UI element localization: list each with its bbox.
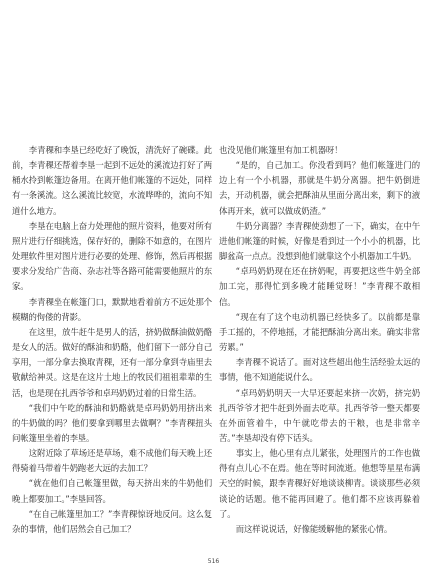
left-text-column xyxy=(12,143,212,537)
paragraph: 这附近除了草场还是草场，难不成他们每天晚上还得骑着马带着牛奶跑老大远的去加工？ xyxy=(12,448,212,474)
page-number: 516 xyxy=(207,558,220,565)
right-text-column xyxy=(219,143,420,537)
paragraph: “卓玛奶奶现在还在挤奶呢，再要把这些牛奶全部加工完，那得忙到多晚才能睡觉呀！”李青稞不敢相信。 xyxy=(219,266,420,307)
paragraph: “现在有了这个电动机器已经快多了。以前都是靠手工摇的，不停地摇，才能把酥油分离出来。确实非常劳累。” xyxy=(219,311,420,353)
paragraph: 在这里，放牛赶牛是男人的活，挤奶做酥油做奶酪是女人的活。做好的酥油和奶酪，他们留下一部分自己享用，一部分拿去换取青稞，还有一部分拿到寺庙里去敬献给神灵。这是在这片土地上的牧民们祖祖辈辈的生活，也是现在扎西爷爷和卓玛奶奶过着的日常生活。 xyxy=(12,326,212,398)
paragraph: “是的，自己加工。你没看到吗？他们帐篷进门的边上有一个小机器，那就是牛奶分离器。把牛奶倒进去，开动机器，就会把酥油从里面分离出来，剩下的液体再开来，就可以做成奶渣。” xyxy=(219,160,420,216)
paragraph: 牛奶分离器？李青稞使劲想了一下，确实，在中午进他们帐篷的时候，好像是看到过一个小小的机器，比脚盆高一点点。没想到他们就靠这个小机器加工牛奶。 xyxy=(219,220,420,262)
paragraph: “卓玛奶奶明天一大早还要起来挤一次奶，挤完奶扎西爷爷才把牛赶到外面去吃草。扎西爷爷一整天都要在外面管着牛，中午就吃带去的干粮，也是非常辛苦。”李垦却没有停下话头。 xyxy=(219,387,420,443)
paragraph: 事实上，他心里有点儿紧张，处理图片的工作也做得有点儿心不在焉。他在等时间流逝。他想等星星布满天空的时候，跟李青稞好好地谈谈柳青。谈谈那些必须谈论的话题。他不能再回避了。他们都不应该再躲着了。 xyxy=(219,448,420,519)
paragraph: 而这样说说话，好像能缓解他的紧张心情。 xyxy=(235,523,393,534)
paragraph: 李垦在电脑上奋力处理他的照片资料，他要对所有照片进行仔细挑选，保存好的，删除不如意的，在图片处理软件里对图片进行必要的处理、修饰，然后再根据要求分发给广告商、杂志社等各路可能需要他照片的东家。 xyxy=(12,220,212,292)
paragraph: 也没见他们帐篷里有加工机器呀！ xyxy=(219,145,343,155)
paragraph: “我们中午吃的酥油和奶酪就是卓玛奶奶用挤出来的牛奶做的吗？他们要拿到哪里去做啊？”李青稞扭头问帐篷里坐着的李垦。 xyxy=(12,402,212,443)
paragraph: 李青稞不说话了。面对这些超出他生活经验太远的事情，他不知道能说什么。 xyxy=(219,357,420,383)
paragraph: 李青稞和李垦已经吃好了晚饭，清洗好了碗碟。此前，李青稞还帮着李垦一起到不远处的溪流边打好了两桶水拎到帐篷边备用。在离开他们帐篷的不远处，同样有一条溪流。这么溪流比较宽，水流哗哗的，流向不知道什么地方。 xyxy=(12,145,212,216)
paragraph: “就在他们自己帐篷里做，每天挤出来的牛奶他们晚上都要加工。”李垦回答。 xyxy=(12,478,212,504)
paragraph: “在自己帐篷里加工？”李青稞惊讶地反问。这么复杂的事情，他们居然会自己加工？ xyxy=(12,508,212,534)
paragraph: 李青稞坐在帐篷门口，默默地看着前方不远处那个模糊的佝偻的背影。 xyxy=(12,296,212,322)
